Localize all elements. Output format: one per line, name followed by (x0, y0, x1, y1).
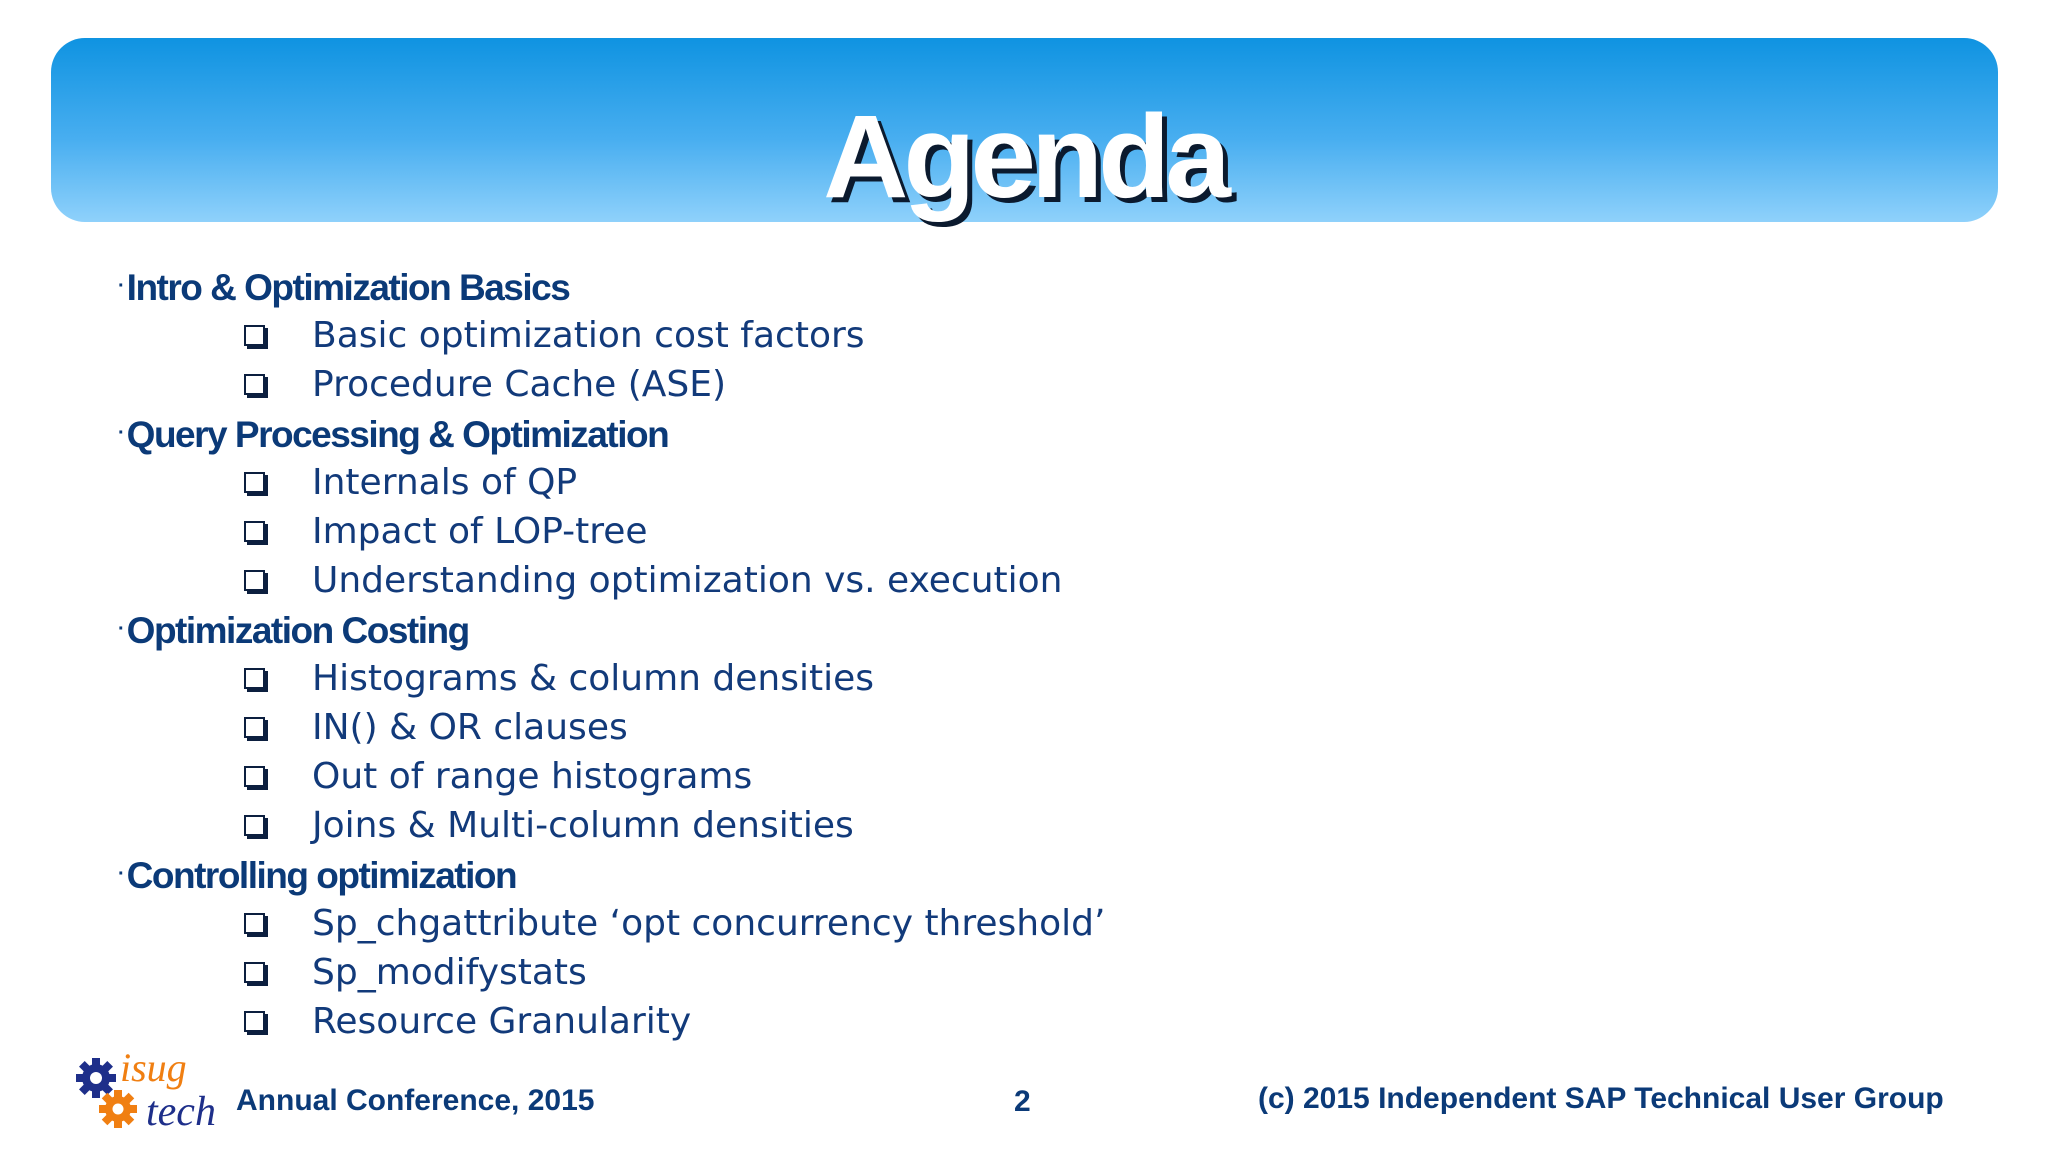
agenda-item (118, 311, 1418, 360)
checkbox-bullet-icon (244, 717, 265, 738)
agenda-item-text: Internals of QP (312, 462, 578, 503)
footer-page-number: 2 (1014, 1085, 1031, 1118)
logo-word-isug: isug (120, 1046, 187, 1090)
orange-gear-icon (99, 1090, 137, 1128)
isug-tech-logo (76, 1046, 236, 1132)
checkbox-bullet-icon (244, 962, 265, 983)
agenda-item (118, 948, 1418, 997)
agenda-item (118, 801, 1418, 850)
checkbox-bullet-icon (244, 570, 265, 591)
agenda-item (118, 654, 1418, 703)
agenda-item (118, 458, 1418, 507)
agenda-list (118, 262, 1418, 1046)
agenda-section-heading (118, 262, 1418, 311)
slide-title: Agenda (823, 91, 1226, 223)
agenda-item-text: Impact of LOP-tree (312, 511, 648, 552)
checkbox-bullet-icon (244, 668, 265, 689)
checkbox-bullet-icon (244, 325, 265, 346)
footer-conference: Annual Conference, 2015 (236, 1084, 595, 1117)
agenda-item-text: Histograms & column densities (312, 658, 875, 699)
title-bar (51, 38, 1998, 222)
checkbox-bullet-icon (244, 815, 265, 836)
checkbox-bullet-icon (244, 374, 265, 395)
agenda-item (118, 360, 1418, 409)
agenda-item-text: Sp_chgattribute ‘opt concurrency threshold’ (312, 903, 1106, 944)
agenda-item (118, 752, 1418, 801)
checkbox-bullet-icon (244, 766, 265, 787)
section-heading-text: Query Processing & Optimization (126, 414, 669, 455)
agenda-section-heading (118, 409, 1418, 458)
checkbox-bullet-icon (244, 472, 265, 493)
agenda-item (118, 899, 1418, 948)
section-marker: · (118, 422, 125, 444)
section-marker: · (118, 618, 125, 640)
agenda-item-text: Procedure Cache (ASE) (312, 364, 727, 405)
section-marker: · (118, 863, 125, 885)
agenda-item-text: Joins & Multi-column densities (312, 805, 854, 846)
agenda-item (118, 703, 1418, 752)
checkbox-bullet-icon (244, 913, 265, 934)
logo-word-tech: tech (146, 1089, 216, 1132)
agenda-item-text: IN() & OR clauses (312, 707, 628, 748)
agenda-item-text: Sp_modifystats (312, 952, 587, 993)
section-marker: · (118, 275, 125, 297)
agenda-item-text: Understanding optimization vs. execution (312, 560, 1063, 601)
agenda-item-text: Out of range histograms (312, 756, 753, 797)
agenda-item-text: Resource Granularity (312, 1001, 692, 1042)
section-heading-text: Optimization Costing (126, 610, 469, 651)
agenda-item (118, 997, 1418, 1046)
section-heading-text: Controlling optimization (126, 855, 517, 896)
checkbox-bullet-icon (244, 1011, 265, 1032)
footer-copyright: (c) 2015 Independent SAP Technical User Group (1258, 1082, 1944, 1115)
agenda-item (118, 556, 1418, 605)
checkbox-bullet-icon (244, 521, 265, 542)
agenda-item-text: Basic optimization cost factors (312, 315, 865, 356)
agenda-section-heading (118, 850, 1418, 899)
agenda-item (118, 507, 1418, 556)
section-heading-text: Intro & Optimization Basics (126, 267, 570, 308)
agenda-section-heading (118, 605, 1418, 654)
navy-gear-icon (76, 1058, 116, 1098)
